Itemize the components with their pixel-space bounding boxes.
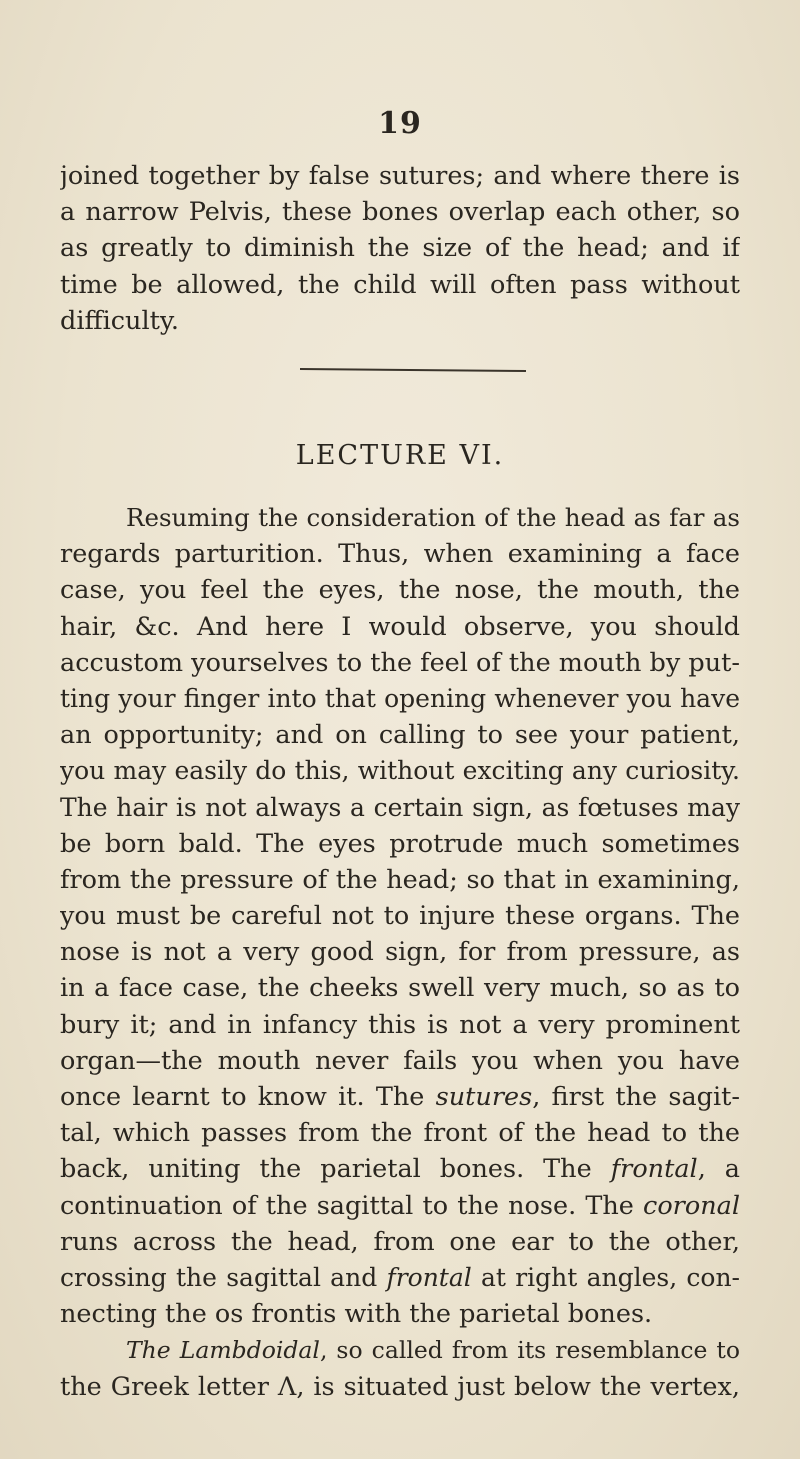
text-line: hair, &c. And here I would observe, you should: [60, 611, 740, 642]
text-line: once learnt to know it. The sutures, first the sagit-: [60, 1082, 740, 1112]
text-line: Resuming the consideration of the head as far as: [126, 503, 740, 532]
text-line: ting your finger into that opening whenever you have: [60, 683, 740, 713]
page-number: 19: [378, 106, 422, 141]
text-line: in a face case, the cheeks swell very much, so as to: [60, 973, 740, 1004]
section-divider: [300, 368, 526, 372]
text-line: back, uniting the parietal bones. The frontal, a: [60, 1154, 740, 1185]
text-line: the Greek letter Λ, is situated just below the vertex,: [60, 1371, 740, 1402]
lecture-paragraph: [60, 500, 740, 1405]
text-line: you may easily do this, without exciting any curiosity.: [60, 756, 740, 786]
text-line: The hair is not always a certain sign, as fœtuses may: [60, 792, 740, 822]
intro-paragraph: [60, 158, 740, 339]
text-line: case, you feel the eyes, the nose, the mouth, the: [60, 575, 740, 606]
text-line: bury it; and in infancy this is not a very prominent: [60, 1009, 740, 1040]
text-line: continuation of the sagittal to the nose. The coronal: [60, 1190, 740, 1221]
text-line: The Lambdoidal, so called from its resemblance to: [126, 1336, 740, 1365]
text-line: you must be careful not to injure these organs. The: [60, 901, 740, 932]
text-line: a narrow Pelvis, these bones overlap each other, so: [60, 197, 740, 228]
text-line: an opportunity; and on calling to see your patient,: [60, 720, 740, 751]
text-line: nose is not a very good sign, for from pressure, as: [60, 937, 740, 968]
lecture-heading: LECTURE VI.: [295, 440, 505, 471]
text-line: regards parturition. Thus, when examining a face: [60, 539, 740, 570]
text-line: runs across the head, from one ear to the other,: [60, 1226, 740, 1257]
text-line: accustom yourselves to the feel of the mouth by put-: [60, 647, 740, 678]
text-line: from the pressure of the head; so that in examining,: [60, 864, 740, 895]
text-line: difficulty.: [60, 305, 179, 336]
text-line: necting the os frontis with the parietal bones.: [60, 1299, 653, 1330]
text-line: joined together by false sutures; and where there is: [60, 161, 740, 191]
text-line: crossing the sagittal and frontal at right angles, con-: [60, 1262, 740, 1292]
text-line: as greatly to diminish the size of the head; and if: [60, 233, 740, 264]
text-line: tal, which passes from the front of the head to the: [60, 1118, 740, 1149]
text-line: organ—the mouth never fails you when you have: [60, 1045, 740, 1076]
text-line: time be allowed, the child will often pass without: [60, 269, 740, 300]
text-line: be born bald. The eyes protrude much sometimes: [60, 828, 740, 859]
